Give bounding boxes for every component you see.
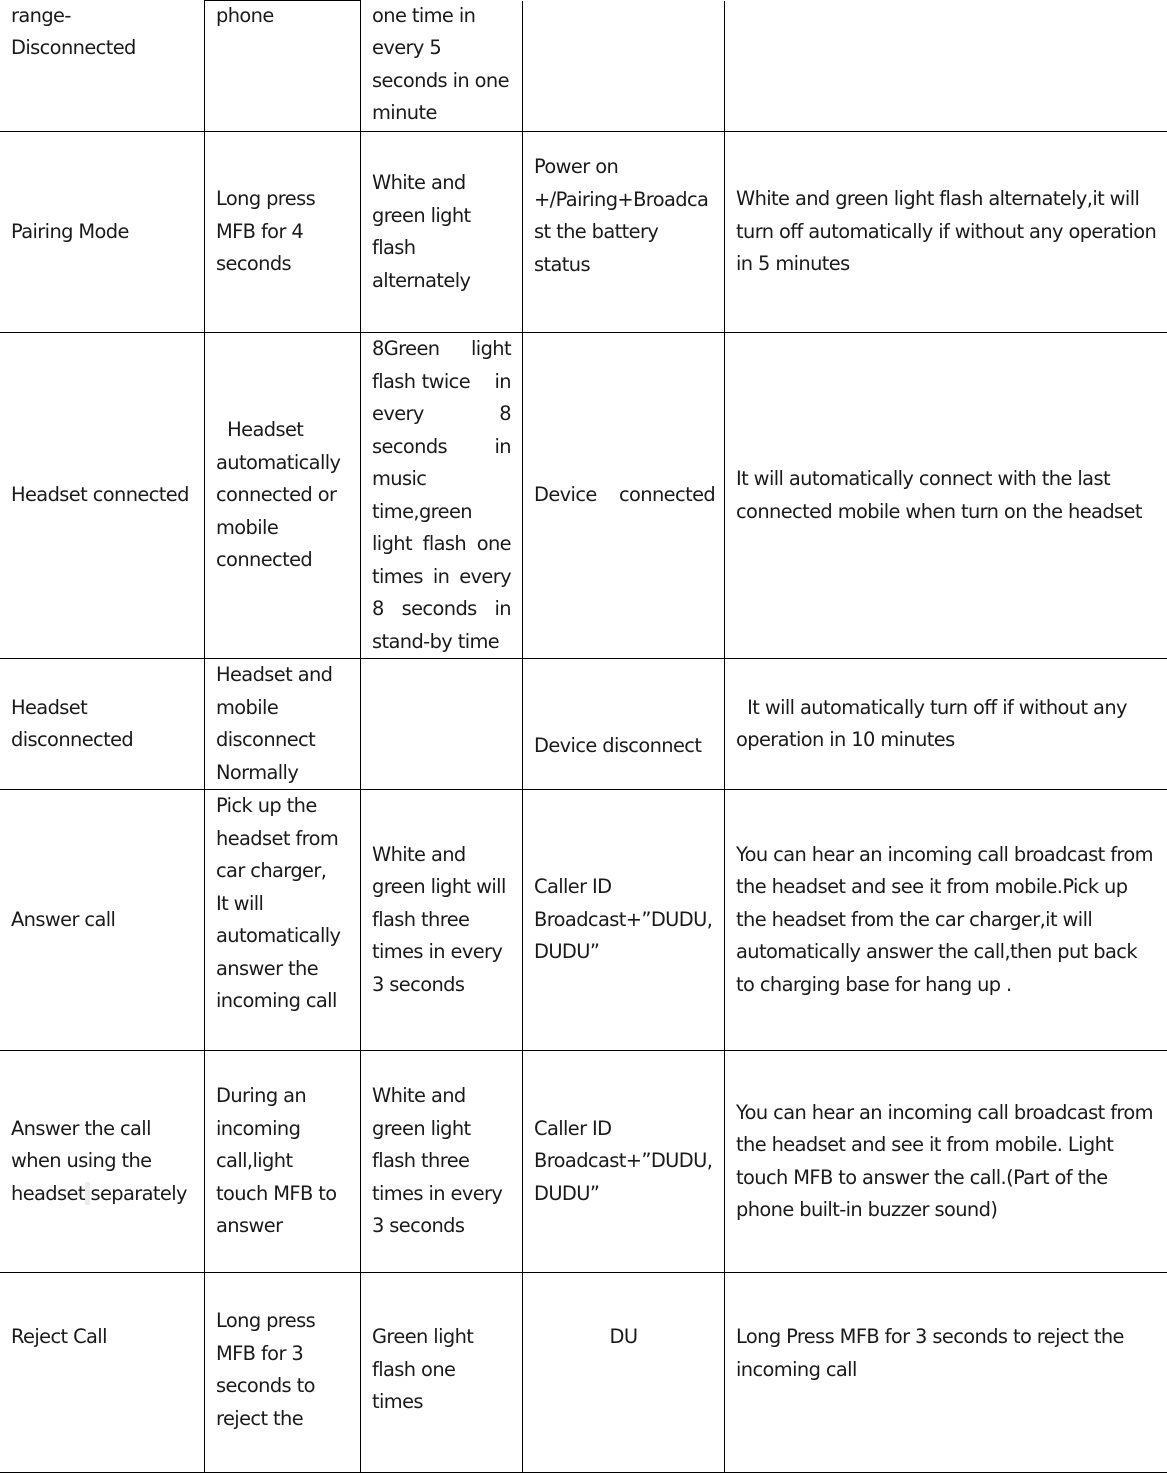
function-cell: Pairing Mode [0,132,205,333]
table-row [0,1273,1167,1473]
notes-cell: Long Press MFB for 3 seconds to reject the incoming call [725,1273,1167,1473]
led-cell: one time in every 5 seconds in one minute [361,1,523,132]
table-row [0,659,1167,790]
operation-cell: Headset automatically connected or mobile connected [205,333,361,659]
operation-cell: phone [205,1,361,132]
voice-cell: DU [523,1273,725,1473]
notes-cell: It will automatically turn off if without any operation in 10 minutes [725,659,1167,790]
notes-cell: It will automatically connect with the last connected mobile when turn on the headset [725,333,1167,659]
led-cell: Green light flash one times [361,1273,523,1473]
function-cell: Answer call [0,790,205,1051]
led-cell: White and green light flash alternately [361,132,523,333]
notes-cell: You can hear an incoming call broadcast from the headset and see it from mobile. Light touch MFB to answer the call.(Part of the phone built-in buzzer sound) [725,1051,1167,1273]
voice-cell [523,1,725,132]
function-cell: Headset disconnected [0,659,205,790]
table-row [0,333,1167,659]
operation-cell [205,790,361,1051]
voice-cell: Caller ID Broadcast+”DUDU, DUDU” [523,1051,725,1273]
operation-cell: Long press MFB for 3 seconds to reject the [205,1273,361,1473]
voice-cell: Device connected [523,333,725,659]
notes-cell: White and green light flash alternately,it will turn off automatically if without any operation in 5 minutes [725,132,1167,333]
voice-cell: Caller ID Broadcast+”DUDU, DUDU” [523,790,725,1051]
function-cell: Reject Call [0,1273,205,1473]
operation-line: Pick up the headset from car charger, [216,790,349,888]
function-cell: Answer the call when using the headset separately [0,1051,205,1273]
voice-cell: Device disconnect [523,659,725,790]
table-row [0,1,1167,132]
operation-line: It will automatically answer the incoming call [216,888,349,1018]
operation-cell: Long press MFB for 4 seconds [205,132,361,333]
led-cell: 8Green light flash twice in every 8 seconds in music time,green light flash one times in every 8 seconds in stand-by time [361,333,523,659]
notes-cell [725,1,1167,132]
function-cell: range-Disconnected [0,1,205,132]
voice-cell: Power on +/Pairing+Broadcast the battery status [523,132,725,333]
operation-cell: Headset and mobile disconnect Normally [205,659,361,790]
function-cell: Headset connected [0,333,205,659]
led-cell: White and green light will flash three times in every 3 seconds [361,790,523,1051]
notes-cell: You can hear an incoming call broadcast from the headset and see it from mobile.Pick up the headset from the car charger,it will automatically answer the call,then put back to charging base for hang up . [725,790,1167,1051]
table-row [0,1051,1167,1273]
table-row [0,790,1167,1051]
operation-cell: During an incoming call,light touch MFB to answer [205,1051,361,1273]
table-row [0,132,1167,333]
led-cell [361,659,523,790]
led-cell: White and green light flash three times in every 3 seconds [361,1051,523,1273]
